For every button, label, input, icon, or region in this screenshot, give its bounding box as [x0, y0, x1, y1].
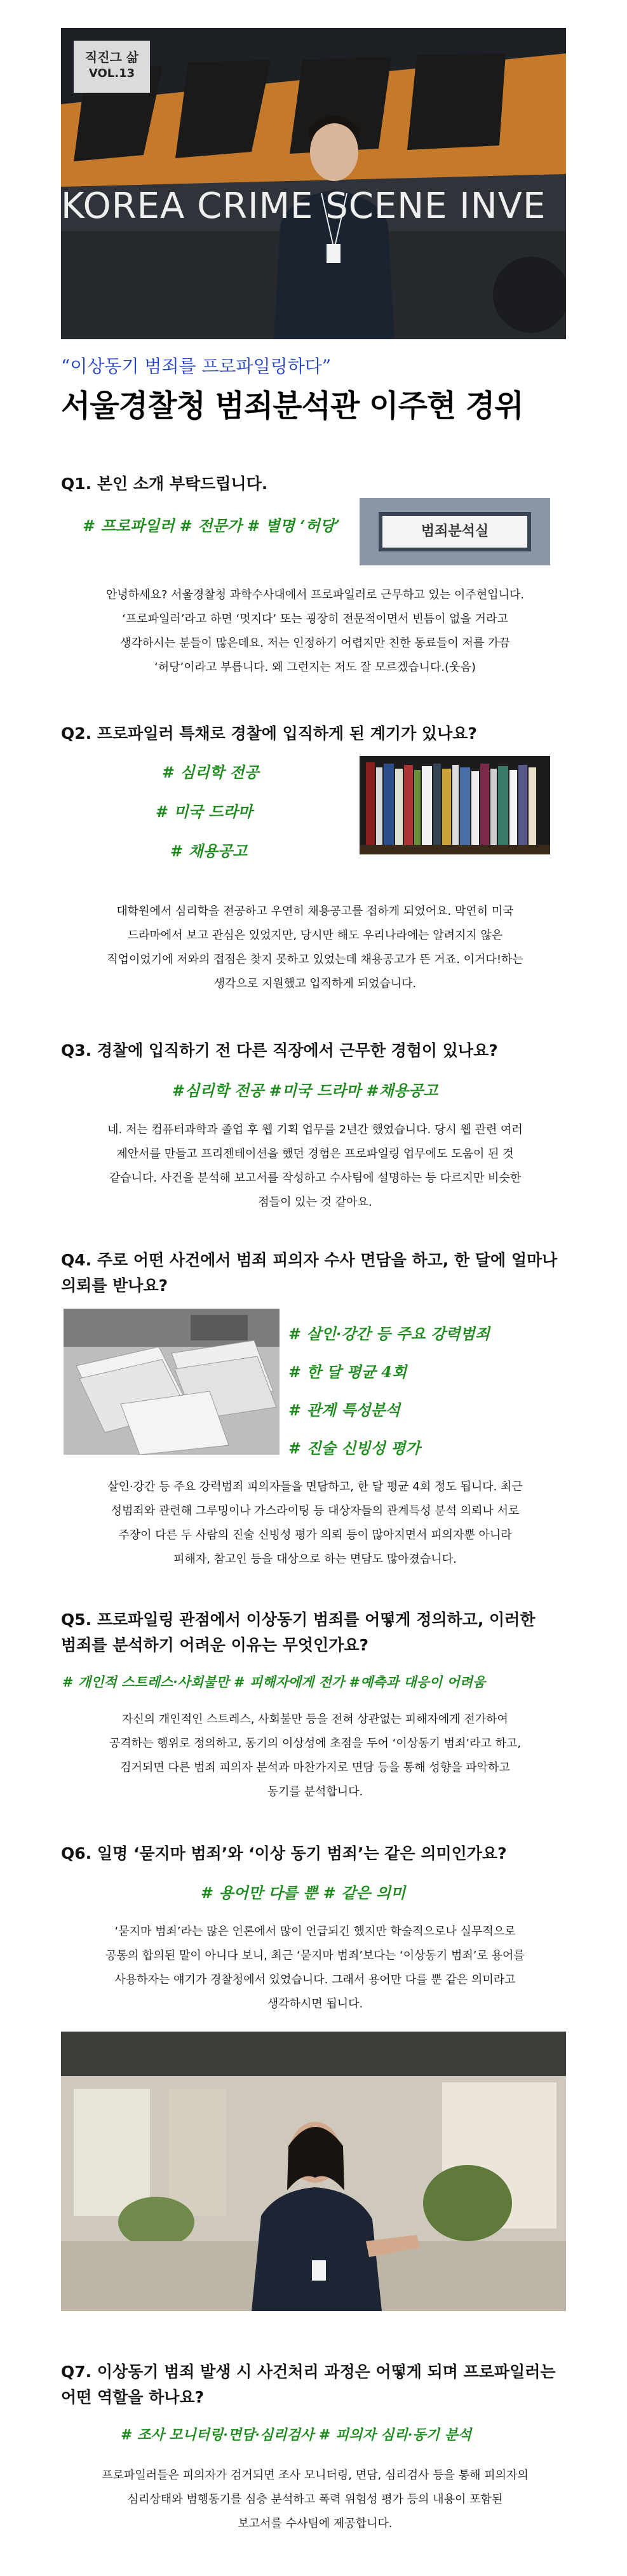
question-7 — [61, 2359, 569, 2410]
nameplate-photo — [360, 498, 550, 565]
hero-banner-text: KOREA CRIME SCENE INVE — [61, 185, 546, 227]
question-1: Q1. 본인 소개 부탁드립니다. — [61, 475, 268, 493]
q4-tag: # 진술 신빙성 평가 — [288, 1439, 421, 1457]
answer-6 — [61, 1920, 569, 2016]
q1-tags: # 프로파일러 # 전문가 # 별명 ‘허당’ — [83, 516, 340, 535]
answer-line: 네. 저는 컴퓨터과학과 졸업 후 웹 기획 업무를 2년간 했었습니다. 당시 웹 관련 여러 — [107, 1123, 523, 1136]
q4-tag: # 한 달 평균 4회 — [288, 1363, 407, 1381]
question-line: Q5. 프로파일링 관점에서 이상동기 범죄를 어떻게 정의하고, 이러한 — [61, 1610, 536, 1629]
answer-line: 프로파일러들은 피의자가 검거되면 조사 모니터링, 면담, 심리검사 등을 통해 피의자의 — [102, 2469, 529, 2482]
answer-line: 동기를 분석합니다. — [267, 1785, 363, 1798]
question-line: 범죄를 분석하기 어려운 이유는 무엇인가요? — [61, 1636, 369, 1654]
question-line: Q4. 주로 어떤 사건에서 범죄 피의자 수사 면담을 하고, 한 달에 얼마나 — [61, 1251, 558, 1269]
series-badge — [74, 41, 150, 93]
answer-line: 살인·강간 등 주요 강력범죄 피의자들을 면담하고, 한 달 평균 4회 정도 됩니다. 최근 — [107, 1480, 523, 1494]
question-line: 의뢰를 받나요? — [61, 1276, 168, 1295]
page-title: 서울경찰청 범죄분석관 이주현 경위 — [61, 388, 523, 424]
answer-line: ‘묻지마 범죄’라는 많은 언론에서 많이 언급되긴 했지만 학술적으로나 실무적으로 — [114, 1925, 516, 1938]
answer-line: 드라마에서 보고 관심은 있었지만, 당시만 해도 우리나라에는 알려지지 않은 — [127, 929, 503, 942]
answer-line: 주장이 다른 두 사람의 진술 신빙성 평가 의뢰 등이 많아지면서 피의자뿐 아니라 — [118, 1528, 512, 1542]
answer-line: 생각하시는 분들이 많은데요. 저는 인정하기 어렵지만 친한 동료들이 저를 가끔 — [120, 637, 510, 650]
answer-line: 점들이 있는 것 같아요. — [258, 1196, 372, 1209]
q4-tag: # 살인·강간 등 주요 강력범죄 — [288, 1325, 490, 1343]
answer-line: 같습니다. 사건을 분석해 보고서를 작성하고 수사팀에 설명하는 등 다르지만 비슷한 — [109, 1171, 522, 1185]
q4-tag: # 관계 특성분석 — [288, 1401, 400, 1419]
answer-line: 생각으로 지원했고 입직하게 되었습니다. — [213, 977, 417, 990]
series-badge-volume: VOL.13 — [88, 67, 135, 80]
q6-tags: # 용어만 다를 뿐 # 같은 의미 — [201, 1884, 406, 1902]
q3-tags: #심리학 전공 #미국 드라마 #채용공고 — [172, 1081, 438, 1100]
answer-line: 직업이었기에 저와의 접점은 찾지 못하고 있었는데 채용공고가 뜬 거죠. 이거다!하는 — [107, 953, 523, 966]
answer-line: ‘프로파일러’라고 하면 ‘멋지다’ 또는 굉장히 전문적이면서 빈틈이 없을 거라고 — [122, 612, 508, 626]
answer-line: ‘허당’이라고 부릅니다. 왜 그런지는 저도 잘 모르겠습니다.(웃음) — [154, 661, 476, 674]
q2-tag: # 심리학 전공 — [162, 763, 259, 781]
question-6: Q6. 일명 ‘묻지마 범죄’와 ‘이상 동기 범죄’는 같은 의미인가요? — [61, 1844, 507, 1863]
question-line: Q7. 이상동기 범죄 발생 시 사건처리 과정은 어떻게 되며 프로파일러는 — [61, 2363, 556, 2381]
answer-line: 자신의 개인적인 스트레스, 사회불만 등을 전혀 상관없는 피해자에게 전가하여 — [122, 1713, 508, 1726]
answer-1 — [61, 583, 569, 680]
question-2: Q2. 프로파일러 특채로 경찰에 입직하게 된 계기가 있나요? — [61, 724, 477, 743]
series-badge-title: 직진그 삶 — [84, 50, 139, 65]
subtitle: “이상동기 범죄를 프로파일링하다” — [61, 356, 332, 377]
answer-line: 피해자, 참고인 등을 대상으로 하는 면담도 많아졌습니다. — [173, 1553, 457, 1566]
answer-line: 검거되면 다른 범죄 피의자 분석과 마찬가지로 면담 등을 통해 성향을 파악하고 — [120, 1761, 510, 1774]
interview-photo — [61, 2032, 566, 2311]
answer-line: 생각하시면 됩니다. — [267, 1997, 363, 2011]
nameplate-label: 범죄분석실 — [421, 523, 489, 539]
answer-line: 사용하자는 얘기가 경찰청에서 있었습니다. 그래서 용어만 다를 뿐 같은 의미라고 — [114, 1973, 516, 1986]
q7-tags: # 조사 모니터링·면담·심리검사 # 피의자 심리·동기 분석 — [121, 2427, 472, 2443]
answer-line: 대학원에서 심리학을 전공하고 우연히 채용공고를 접하게 되었어요. 막연히 미국 — [116, 905, 514, 918]
answer-line: 안녕하세요? 서울경찰청 과학수사대에서 프로파일러로 근무하고 있는 이주현입니다. — [105, 588, 525, 602]
answer-line: 심리상태와 범행동기를 심층 분석하고 폭력 위험성 평가 등의 내용이 포함된 — [127, 2493, 503, 2506]
answer-5 — [61, 1708, 569, 1804]
bookshelf-photo — [360, 756, 550, 854]
q5-tags: # 개인적 스트레스·사회불만 # 피해자에게 전가 #예측과 대응이 어려움 — [62, 1674, 486, 1690]
answer-4 — [61, 1475, 569, 1572]
question-3: Q3. 경찰에 입직하기 전 다른 직장에서 근무한 경험이 있나요? — [61, 1041, 498, 1060]
bookshelf-illustration — [360, 756, 550, 854]
question-line: 어떤 역할을 하나요? — [61, 2388, 205, 2406]
answer-line: 공격하는 행위로 정의하고, 동기의 이상성에 초점을 두어 ‘이상동기 범죄’라고 하고, — [109, 1737, 522, 1750]
answer-line: 보고서를 수사팀에 제공합니다. — [238, 2517, 393, 2530]
answer-line: 성범죄와 관련해 그루밍이나 가스라이팅 등 대상자들의 관계특성 분석 의뢰나 서로 — [111, 1504, 520, 1518]
answer-7 — [61, 2464, 569, 2536]
answer-line: 공통의 합의된 말이 아니다 보니, 최근 ‘묻지마 범죄’보다는 ‘이상동기 범죄’로 용어를 — [105, 1949, 525, 1962]
q2-tag: # 채용공고 — [170, 842, 248, 860]
documents-illustration — [64, 1309, 280, 1455]
question-5 — [61, 1607, 569, 1658]
interview-photo-illustration — [61, 2032, 566, 2311]
answer-3 — [61, 1118, 569, 1215]
answer-2 — [61, 900, 569, 996]
answer-line: 제안서를 만들고 프리젠테이션을 했던 경험은 프로파일링 업무에도 도움이 된 것 — [116, 1147, 514, 1161]
q2-tag: # 미국 드라마 — [156, 802, 253, 821]
hero-photo — [61, 28, 566, 339]
question-4 — [61, 1248, 569, 1298]
documents-photo — [64, 1309, 280, 1455]
